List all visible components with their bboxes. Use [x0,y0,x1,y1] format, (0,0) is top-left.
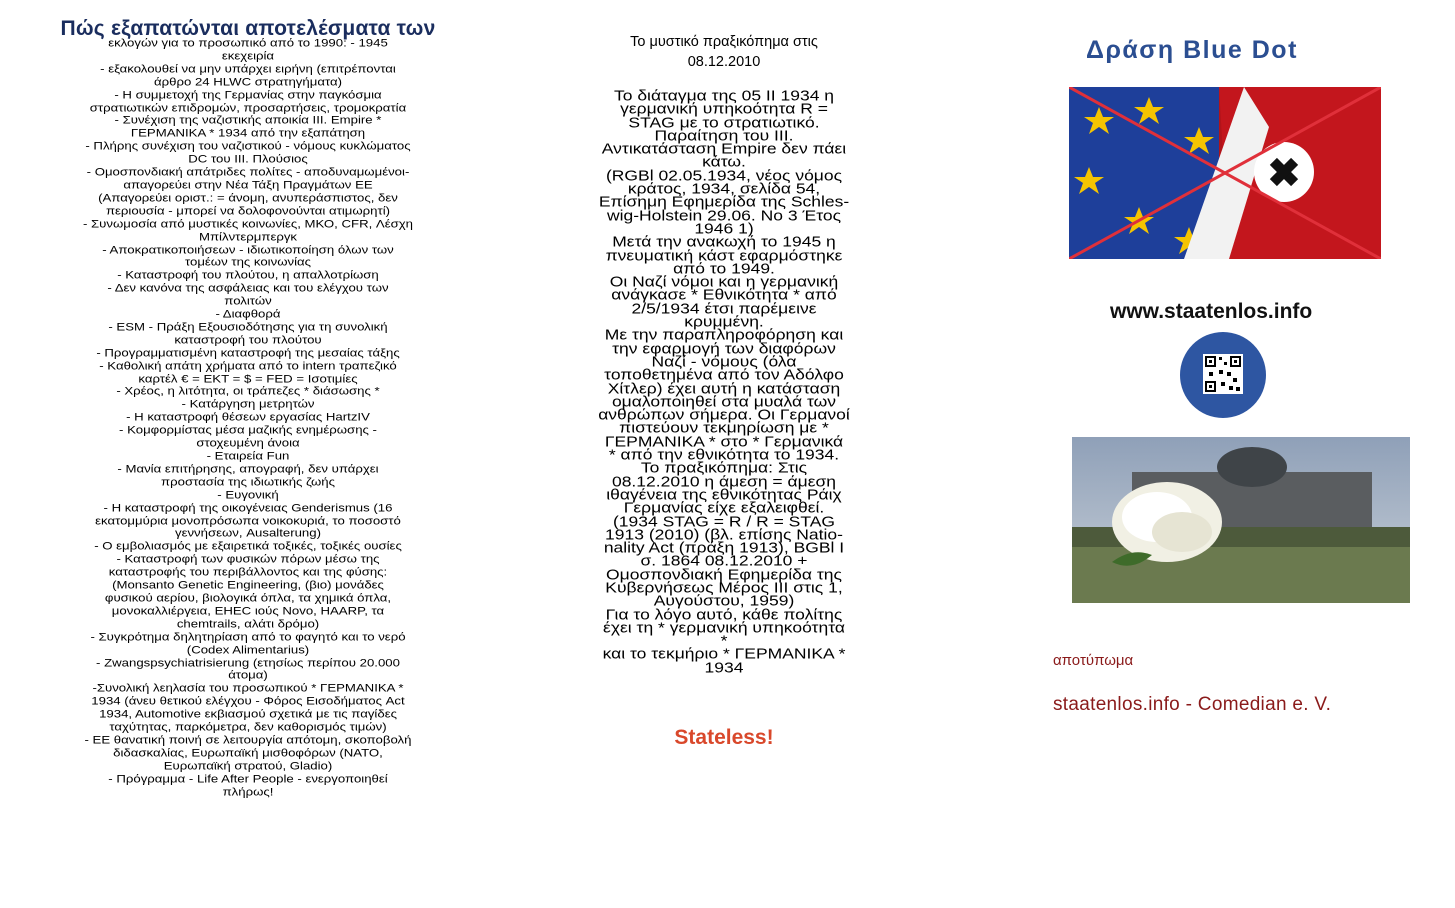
middle-text-line: την εφαρμογή των διαφόρων [612,339,836,357]
left-text-line: μονοκαλλιέργεια, EHEC ιούς Novo, HAARP, τα [111,604,385,618]
middle-text-line: ΓΕΡΜΑΝΙΚΑ * στο * Γερμανικά [604,432,844,450]
middle-text-line: (RGBl 02.05.1934, νέος νόμος [605,166,843,184]
middle-text-line: (1934 STAG = R / R = STAG [612,512,836,530]
left-text-line: - Χρέος, η λιτότητα, οι τράπεζες * διάσωσης * [116,384,380,398]
left-text-line: καρτέλ € = ΕΚΤ = $ = FED = Ισοτιμίες [138,371,358,385]
reichstag-rose-photo [1072,437,1410,603]
middle-text-line: wig-Holstein 29.06. Νο 3 Έτος [606,206,842,224]
left-text-line: ΓΕΡΜΑΝΙΚΑ * 1934 από την εξαπάτηση [130,126,366,140]
middle-heading [556,32,892,72]
middle-text-line: STAG με το στρατιωτικό. [628,113,820,131]
qr-code-badge [1180,332,1266,418]
left-text-line: -Συνολική λεηλασία του προσωπικού * ΓΕΡΜΑΝΙΚΑ * [92,681,404,695]
left-text-line: - Η συμμετοχή της Γερμανίας στην παγκόσμια [114,87,382,101]
middle-text-line: Το πραξικόπημα: Στις [640,458,808,477]
left-text-line: - Εταιρεία Fun [206,449,290,463]
left-text-line: - Δεν κανόνα της ασφάλειας και του ελέγχου των [107,281,389,295]
left-text-line: - Ο εμβολιασμός με εξαιρετικά τοξικές, τοξικές ουσίες [94,539,402,553]
left-text-line: στρατιωτικών επιδρομών, προσαρτήσεις, τρομοκρατία [89,100,407,114]
left-text-line: περιουσία - μπορεί να δολοφονούνται ατιμωρητί) [105,204,391,217]
middle-text-line: Με την παραπληροφόρηση και [604,325,844,344]
left-text-line: (Codex Alimentarius) [186,642,310,656]
middle-text-line: Παραίτηση του ΙΙΙ. [654,126,794,144]
left-text-line: εκατομμύρια μονοπρόσωπα νοικοκυριά, το ποσοστό [95,513,401,527]
middle-text-line: πιστεύουν τεκμηρίωση με * [619,418,829,437]
left-panel [18,0,478,800]
left-text-line: - Zwangspsychiatrisierung (ετησίως περίπου 20.000 [96,655,400,669]
left-text-line: - Προγραμματισμένη καταστροφή της μεσαίας τάξης [96,346,400,359]
right-panel [1040,0,1440,800]
left-text-line: γεννήσεων, Ausalterung) [174,526,321,540]
middle-text-line: Για το λόγο αυτό, κάθε πολίτης [605,605,843,623]
left-text-line: - Καθολική απάτη χρήματα από το intern τραπεζικό [99,358,397,372]
left-text-line: - Αποκρατικοποιήσεων - ιδιωτικοποίηση όλων των [102,242,394,256]
middle-text-line: τοποθετημένα από τον Αδόλφο [604,365,844,383]
left-text-line: 1934, Automotive εκβιασμού σχετικά με τις παγίδες [99,707,397,721]
left-text-line: τομέων της κοινωνίας [184,255,312,269]
left-text-line: - Πλήρης συνέχιση του ναζιστικού - νόμους κυκλώματος [85,139,411,153]
middle-text-line: * από την εθνικότητα το 1934. [608,445,840,463]
left-text-line: εκλογών για το προσωπικό από το 1990: - 1945 [108,36,388,50]
left-text-line: - ESM - Πράξη Εξουσιοδότησης για τη συνολική [108,320,388,334]
left-text-line: - Συνέχιση της ναζιστικής αποικία III. Empire * [114,113,382,127]
middle-text-line: nality Act (πράξη 1913), BGBl I [603,538,845,556]
left-text-line: - Ομοσπονδιακή απάτριδες πολίτες - αποδυναμωμένοι- [86,165,410,179]
middle-text-line: * [720,631,728,649]
middle-text-line: Κυβερνήσεως Μέρος ΙΙΙ στις 1, [605,578,843,596]
left-text-line: πλήρως! [222,784,274,798]
left-text-line: εκεχειρία [221,49,275,63]
left-text-line: - ΕΕ θανατική ποινή σε λειτουργία απότομη, σκοποβολή [84,733,412,747]
left-text-line: προστασία της ιδιωτικής ζωής [161,475,335,488]
middle-text-line: 1913 (2010) (βλ. επίσης Natio- [605,525,843,543]
imprint-label: αποτύπωμα [1053,652,1134,669]
stateless-slogan: Stateless! [674,726,774,749]
middle-text-line: Αντικατάσταση Empire δεν πάει [601,139,847,157]
left-text-line: (Απαγορεύει οριστ.: = άνομη, ανυπεράσπιστος, δεν [98,191,398,205]
left-text-line: Ευρωπαϊκή στρατού, Gladio) [163,759,333,772]
left-text-block [18,38,478,799]
left-text-line: - Κομφορμίστας μέσα μαζικής ενημέρωσης - [119,423,377,437]
action-title: Δράση Blue Dot [1086,36,1298,64]
left-text-line: - Καταστροφή του πλούτου, η απαλλοτρίωση [117,268,379,282]
left-text-line: - Διαφθορά [215,307,281,321]
middle-text-line: πνευματική κάστ εφαρμόστηκε [605,246,843,264]
left-title: Πώς εξαπατώνται αποτελέσματα των [60,17,436,40]
middle-text-line: κράτος, 1934, σελίδα 54, [627,179,821,197]
left-text-line: - εξακολουθεί να μην υπάρχει ειρήνη (επιτρέπονται [100,62,396,75]
left-text-line: - Συγκρότημα δηλητηρίαση από το φαγητό και το νερό [90,629,406,643]
middle-text-line: 2/5/1934 έτσι παρέμεινε [631,299,817,317]
left-text-line: διδασκαλίας, Ευρωπαϊκή μισθοφόρων (ΝΑΤΟ, [113,746,383,760]
middle-heading-line1: Το μυστικό πραξικόπημα στις [630,34,818,50]
middle-text-line: Γερμανίας είχε εξαλειφθεί. [623,498,825,516]
left-text-line: καταστροφή του πλούτου [174,333,322,347]
left-text-line: - Μανία επιτήρησης, απογραφή, δεν υπάρχει [117,462,379,476]
left-text-line: - Η καταστροφή θέσεων εργασίας HartzIV [126,410,370,424]
left-text-line: - Ευγονική [217,487,279,501]
middle-text-line: Αυγούστου, 1959) [653,591,795,610]
middle-text-line: Οι Ναζί νόμοι και η γερμανική [609,272,839,290]
middle-text-line: από το 1949. [673,259,775,277]
left-text-line: 1934 (άνευ θετικού ελέγχου - Φόρος Εισοδήματος Act [91,694,405,708]
middle-text-line: ιθαγένεια της εθνικότητας Ράιχ [606,485,842,503]
middle-text-line: γερμανική υπηκοότητα R = [620,99,828,118]
rose-photo-illustration [1072,437,1410,603]
middle-text-line: Χίτλερ) έχει αυτή η κατάσταση [607,379,841,397]
middle-text-line: κάτω. [702,153,746,171]
middle-text-line: 1946 1) [694,219,754,237]
middle-text-line: Ομοσπονδιακή Εφημερίδα της [606,565,842,583]
left-text-line: chemtrails, αλάτι δρόμο) [176,617,320,630]
left-text-line: Μπίλντερμπεργκ [198,229,298,243]
left-text-line: στοχευμένη άνοια [196,436,300,450]
middle-text-line: Το διάταγμα της 05 II 1934 η [613,86,835,104]
left-text-line: πολιτών [224,294,272,308]
middle-text-line: Επίσημη Εφημερίδα της Schles- [598,192,850,211]
middle-text-block [556,86,892,676]
middle-text-line: και το τεκμήριο * ΓΕΡΜΑΝΙΚΑ * [602,645,846,663]
middle-text-line: 1934 [704,658,744,676]
left-text-line: - Κατάργηση μετρητών [181,397,315,411]
middle-text-line: έχει τη * γερμανική υπηκοότητα [603,618,845,636]
left-text-line: DC του III. Πλούσιος [188,152,308,166]
website-url[interactable]: www.staatenlos.info [1110,300,1313,323]
left-text-line: ταχύτητας, παρκόμετρα, δεν καθορισμός τιμών) [109,720,387,734]
left-text-line: άρθρο 24 HLWC στρατηγήματα) [153,74,342,88]
middle-panel [556,0,892,800]
qr-code-icon [1203,354,1243,394]
middle-text-line: ομαλοποιηθεί στα μυαλά των [611,392,837,410]
left-text-line: - Η καταστροφή της οικογένειας Genderismus (16 [103,500,393,514]
middle-heading-date: 08.12.2010 [687,54,761,70]
left-text-line: καταστροφής του περιβάλλοντος και της φύσης: [108,565,388,579]
crossed-flags-image [1069,87,1381,259]
left-text-line: - Συνωμοσία από μυστικές κοινωνίες, ΜΚΟ, CFR, Λέσχη [82,216,414,230]
middle-text-line: σ. 1864 08.12.2010 + [640,551,808,570]
left-text-line: - Καταστροφή των φυσικών πόρων μέσω της [116,552,380,566]
left-text-line: (Monsanto Genetic Engineering, (βιο) μονάδες [112,578,384,592]
middle-text-line: Ναζί - νόμους (όλα [651,352,797,370]
middle-text-line: 08.12.2010 η άμεση = άμεση [611,472,837,490]
left-text-line: - Πρόγραμμα - Life After People - ενεργοποιηθεί [108,771,388,785]
left-text-line: άτομα) [228,668,268,682]
middle-text-line: ανάγκασε * Εθνικότητα * από [611,286,837,304]
left-text-line: φυσικού αερίου, βιολογικά όπλα, τα χημικά όπλα, [104,591,392,605]
middle-text-line: κρυμμένη. [684,312,764,330]
imprint-organization: staatenlos.info - Comedian e. V. [1053,694,1332,715]
flags-illustration [1069,87,1381,259]
left-text-line: απαγορεύει στην Νέα Τάξη Πραγμάτων ΕΕ [123,178,373,192]
middle-text-line: Μετά την ανακωχή το 1945 η [612,232,836,251]
middle-text-line: ανθρώπων σήμερα. Οι Γερμανοί [598,405,850,423]
